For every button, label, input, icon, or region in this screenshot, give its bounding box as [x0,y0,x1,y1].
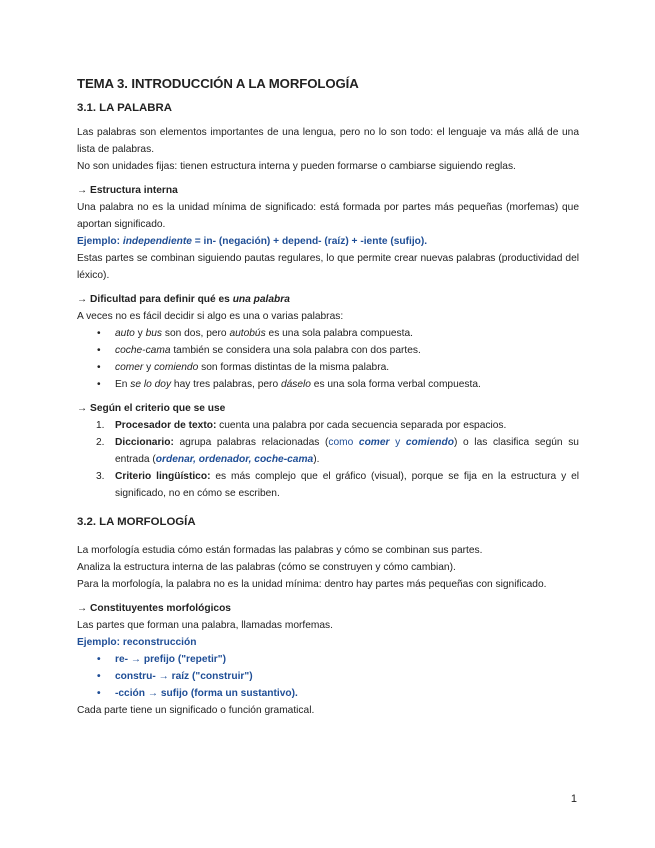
paragraph: Cada parte tiene un significado o función gramatical. [77,705,315,716]
paragraph: Para la morfología, la palabra no es la unidad mínima: dentro hay partes más pequeñas con significado. [77,579,547,590]
list-item: • auto y bus son dos, pero autobús es una sola palabra compuesta. [77,325,579,342]
page-title: TEMA 3. INTRODUCCIÓN A LA MORFOLOGÍA [77,76,359,91]
section-heading-palabra: 3.1. LA PALABRA [77,102,172,114]
section-heading-morfologia: 3.2. LA MORFOLOGÍA [77,516,196,528]
example-line: Ejemplo: independiente = in- (negación) + depend- (raíz) + -iente (sufijo). [77,236,428,247]
paragraph: La morfología estudia cómo están formadas las palabras y cómo se combinan sus partes. [77,545,483,556]
list-item: • En se lo doy hay tres palabras, pero dáselo es una sola forma verbal compuesta. [77,376,579,393]
paragraph: Las palabras son elementos importantes de una lengua, pero no lo son todo: el lenguaje va más allá de una lista de palabras. [77,127,579,155]
list-item: • re- → prefijo ("repetir") [77,651,579,668]
paragraph: Las partes que forman una palabra, llamadas morfemas. [77,620,333,631]
paragraph: Analiza la estructura interna de las palabras (cómo se construyen y cómo cambian). [77,562,456,573]
list-item: • comer y comiendo son formas distintas de la misma palabra. [77,359,579,376]
paragraph: No son unidades fijas: tienen estructura interna y pueden formarse o cambiarse siguiendo reglas. [77,161,516,172]
paragraph: Estas partes se combinan siguiendo pautas regulares, lo que permite crear nuevas palabras (productividad del léxico). [77,253,579,281]
subheading-criterio: → Según el criterio que se use [77,403,226,414]
bullet-list [77,325,579,393]
list-item: 2. Diccionario: agrupa palabras relacionadas (como comer y comiendo) o las clasifica según su entrada (ordenar, ordenador, coche-cama). [96,437,579,465]
subheading-constituyentes: → Constituyentes morfológicos [77,603,231,614]
subheading-estructura: → Estructura interna [77,185,178,196]
list-item: 3. Criterio lingüístico: es más complejo que el gráfico (visual), porque se fija en la estructura y el significado, no en cómo se escriben. [96,471,580,499]
example-line: Ejemplo: reconstrucción [77,637,197,648]
page-number: 1 [570,793,577,805]
paragraph: A veces no es fácil decidir si algo es una o varias palabras: [77,311,344,322]
list-item: • -cción → sufijo (forma un sustantivo). [77,685,579,702]
list-item: • constru- → raíz ("construir") [77,668,579,685]
bullet-list [77,651,579,702]
list-item: • coche-cama también se considera una sola palabra con dos partes. [77,342,579,359]
paragraph: Una palabra no es la unidad mínima de significado: está formada por partes más pequeñas (morfemas) que aportan significado. [77,202,579,230]
list-item: 1. Procesador de texto: cuenta una palabra por cada secuencia separada por espacios. [96,420,507,431]
numbered-list [77,417,579,502]
subheading-dificultad: → Dificultad para definir qué es una palabra [77,294,290,305]
